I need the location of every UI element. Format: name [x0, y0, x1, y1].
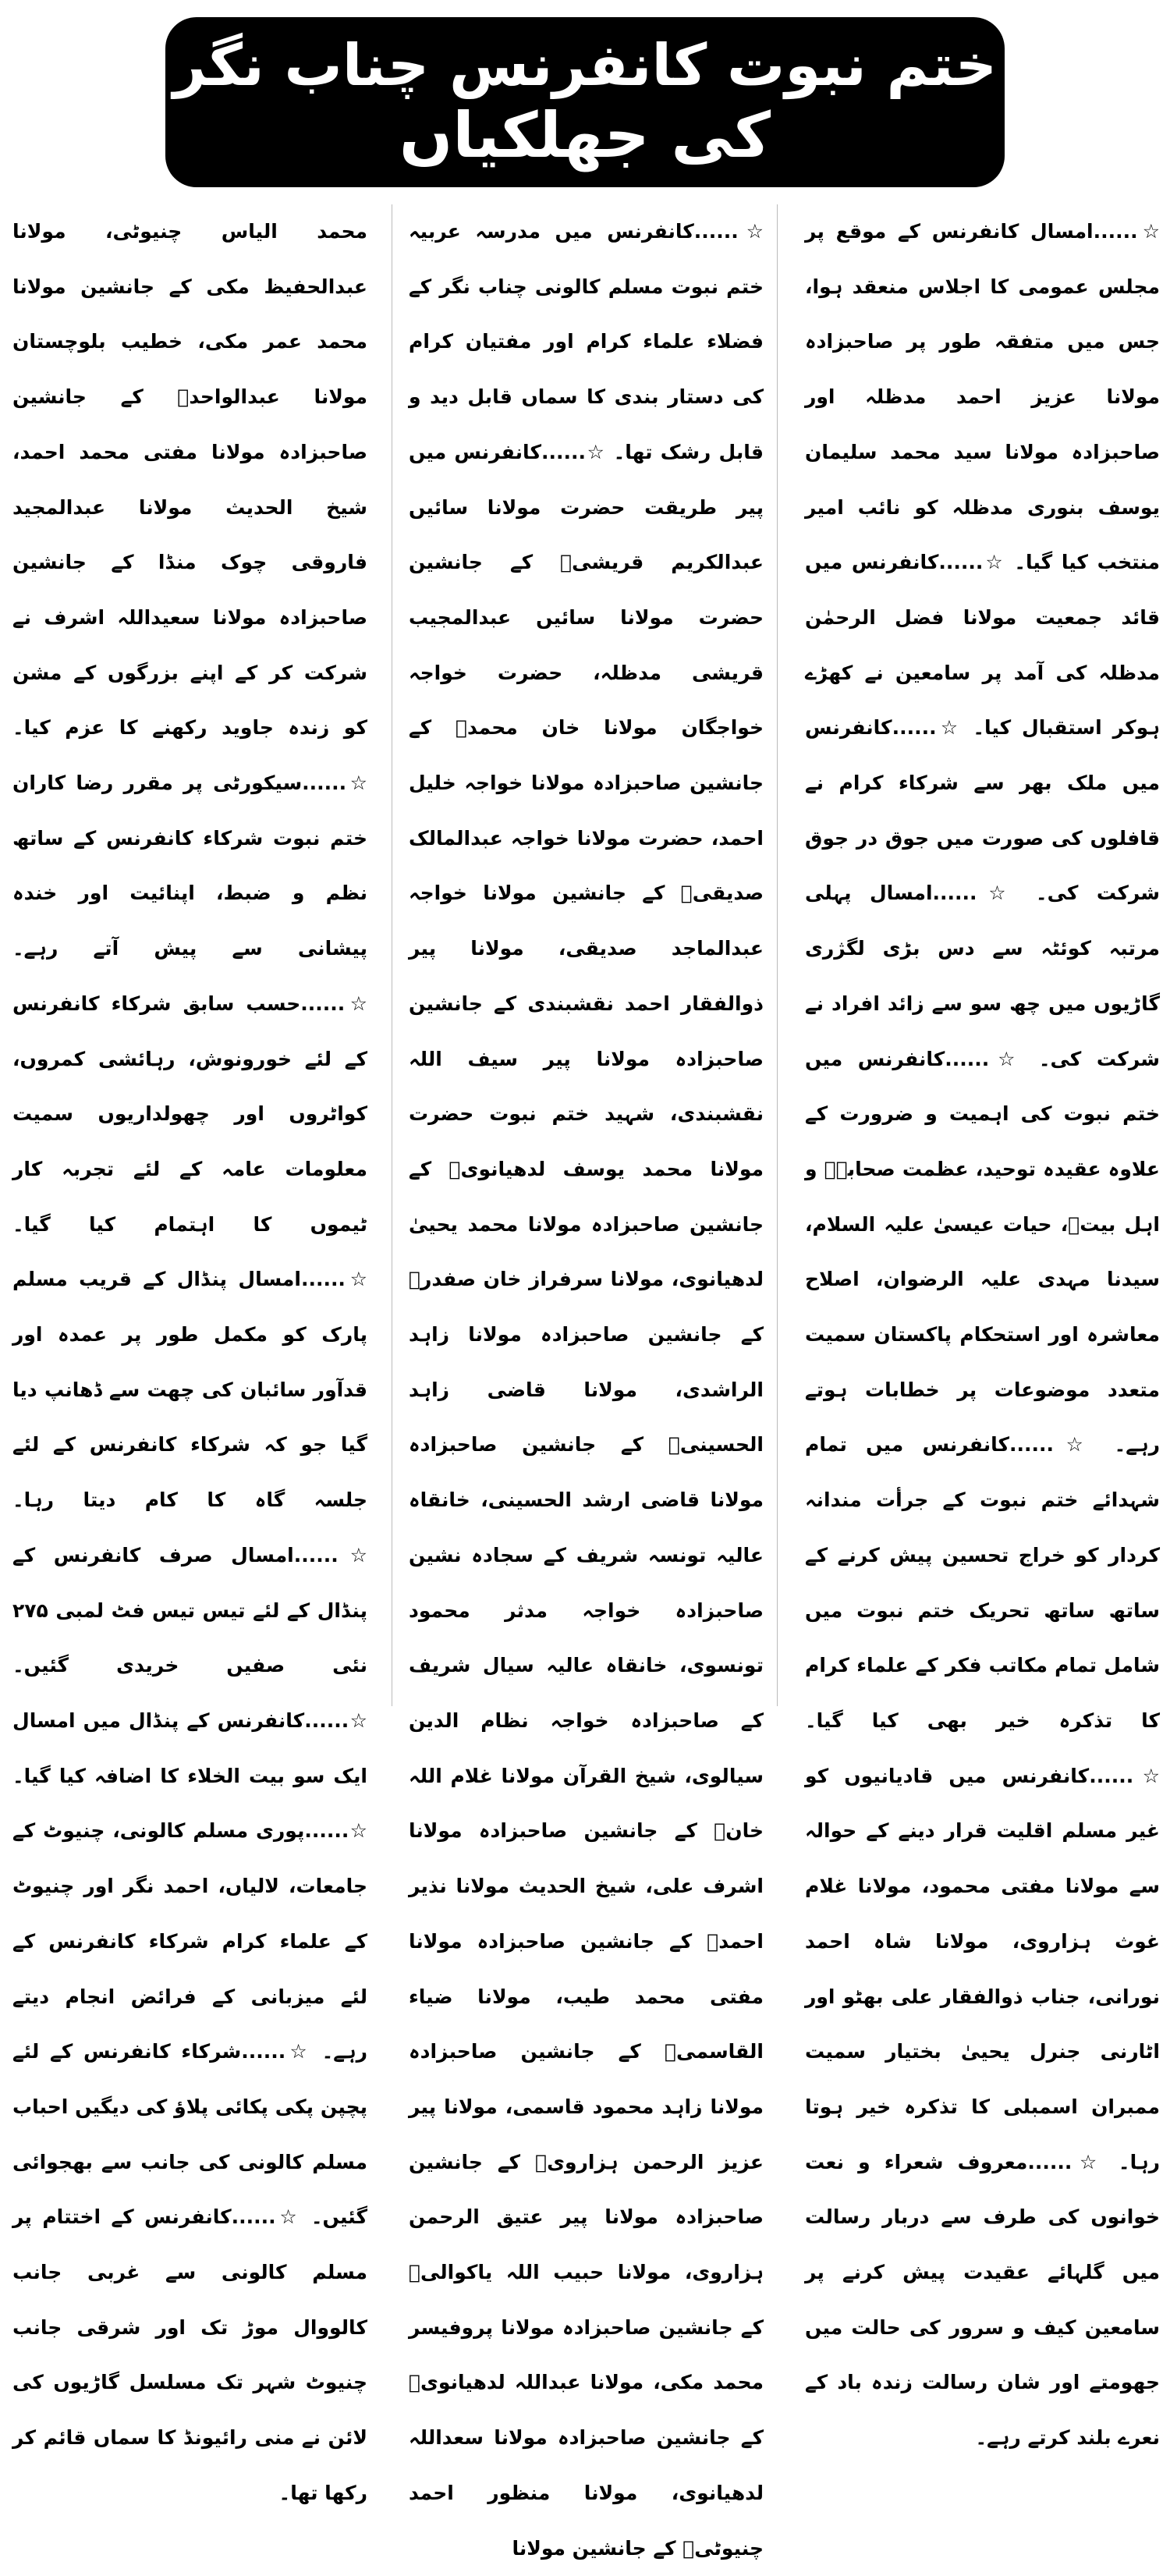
column-left-text: محمد الیاس چنیوٹی، مولانا عبدالحفیظ مکی کے جانشین مولانا محمد عمر مکی، خطیب بلوچستان مولانا عبدالواحدؒ کے جانشین صاحبزادہ مولانا مفتی محمد احمد، شیخ الحدیث مولانا عبدالمجید فاروقی چوک منڈا کے جانشین صاحبزادہ مولانا سعیداللہ اشرف نے شرکت کر کے اپنے بزرگوں کے مشن کو زندہ جاوید رکھنے کا عزم کیا۔ ☆......سیکورٹی پر مقرر رضا کاران ختم نبوت شرکاء کانفرنس کے ساتھ نظم و ضبط، اپنائیت اور خندہ پیشانی سے پیش آتے رہے۔ ☆......حسب سابق شرکاء کانفرنس کے لئے خورونوش، رہائشی کمروں، کواٹروں اور چھولداریوں سمیت معلومات عامہ کے لئے تجربہ کار ٹیموں کا اہتمام کیا گیا۔ ☆......امسال پنڈال کے قریب مسلم پارک کو مکمل طور پر عمدہ اور قدآور سائبان کی چھت سے ڈھانپ دیا گیا جو کہ شرکاء کانفرنس کے لئے جلسہ گاہ کا کام دیتا رہا۔ ☆......امسال صرف کانفرنس کے پنڈال کے لئے تیس تیس فٹ لمبی ۲۷۵ نئی صفیں خریدی گئیں۔ ☆......کانفرنس کے پنڈال میں امسال ایک سو بیت الخلاء کا اضافہ کیا گیا۔ ☆......پوری مسلم کالونی، چنیوٹ کے جامعات، لالیاں، احمد نگر اور چنیوٹ کے علماء کرام شرکاء کانفرنس کے لئے میزبانی کے فرائض انجام دیتے رہے۔ ☆......شرکاء کانفرنس کے لئے پچپن پکی پکائی پلاؤ کی دیگیں احباب مسلم کالونی کی جانب سے بھجوائی گئیں۔ ☆......کانفرنس کے اختتام پر مسلم کالونی سے غربی جانب کالووال موڑ تک اور شرقی جانب چنیوٹ شہر تک مسلسل گاڑیوں کی لائن نے منی رائیونڈ کا سماں قائم کر رکھا تھا۔ — [12, 220, 367, 2504]
article-columns — [0, 204, 1170, 2560]
article-column-right — [805, 204, 1160, 2450]
column-right-text: ☆......امسال کانفرنس کے موقع پر مجلس عمومی کا اجلاس منعقد ہوا، جس میں متفقہ طور پر صاحبزادہ مولانا عزیز احمد مدظلہ اور صاحبزادہ مولانا سید محمد سلیمان یوسف بنوری مدظلہ کو نائب امیر منتخب کیا گیا۔ ☆......کانفرنس میں قائد جمعیت مولانا فضل الرحمٰن مدظلہ کی آمد پر سامعین نے کھڑے ہوکر استقبال کیا۔ ☆......کانفرنس میں ملک بھر سے شرکاء کرام نے قافلوں کی صورت میں جوق در جوق شرکت کی۔ ☆......امسال پہلی مرتبہ کوئٹہ سے دس بڑی لگژری گاڑیوں میں چھ سو سے زائد افراد نے شرکت کی۔ ☆......کانفرنس میں ختم نبوت کی اہمیت و ضرورت کے علاوہ عقیدہ توحید، عظمت صحابہؓ و اہل بیتؓ، حیات عیسیٰ علیہ السلام، سیدنا مہدی علیہ الرضوان، اصلاح معاشرہ اور استحکام پاکستان سمیت متعدد موضوعات پر خطابات ہوتے رہے۔ ☆......کانفرنس میں تمام شہدائے ختم نبوت کے جرأت مندانہ کردار کو خراج تحسین پیش کرنے کے ساتھ ساتھ تحریک ختم نبوت میں شامل تمام مکاتب فکر کے علماء کرام کا تذکرہ خیر بھی کیا گیا۔ ☆......کانفرنس میں قادیانیوں کو غیر مسلم اقلیت قرار دینے کے حوالہ سے مولانا مفتی محمود، مولانا غلام غوث ہزاروی، مولانا شاہ احمد نورانی، جناب ذوالفقار علی بھٹو اور اٹارنی جنرل یحییٰ بختیار سمیت ممبران اسمبلی کا تذکرہ خیر ہوتا رہا۔ ☆......معروف شعراء و نعت خوانوں کی طرف سے دربار رسالت میں گلہائے عقیدت پیش کرنے پر سامعین کیف و سرور کی حالت میں جھومتے اور شان رسالت زندہ باد کے نعرے بلند کرتے رہے۔ — [805, 220, 1160, 2450]
column-middle-text: ☆......کانفرنس میں مدرسہ عربیہ ختم نبوت مسلم کالونی چناب نگر کے فضلاء علماء کرام اور مفتیان کرام کی دستار بندی کا سماں قابل دید و قابل رشک تھا۔ ☆......کانفرنس میں پیر طریقت حضرت مولانا سائیں عبدالکریم قریشیؒ کے جانشین حضرت مولانا سائیں عبدالمجیب قریشی مدظلہ، حضرت خواجہ خواجگان مولانا خان محمدؒ کے جانشین صاحبزادہ مولانا خواجہ خلیل احمد، حضرت مولانا خواجہ عبدالمالک صدیقیؒ کے جانشین مولانا خواجہ عبدالماجد صدیقی، مولانا پیر ذوالفقار احمد نقشبندی کے جانشین صاحبزادہ مولانا پیر سیف اللہ نقشبندی، شہید ختم نبوت حضرت مولانا محمد یوسف لدھیانویؒ کے جانشین صاحبزادہ مولانا محمد یحییٰ لدھیانوی، مولانا سرفراز خان صفدرؒ کے جانشین صاحبزادہ مولانا زاہد الراشدی، مولانا قاضی زاہد الحسینیؒ کے جانشین صاحبزادہ مولانا قاضی ارشد الحسینی، خانقاہ عالیہ تونسہ شریف کے سجادہ نشین صاحبزادہ خواجہ مدثر محمود تونسوی، خانقاہ عالیہ سیال شریف کے صاحبزادہ خواجہ نظام الدین سیالوی، شیخ القرآن مولانا غلام اللہ خانؒ کے جانشین صاحبزادہ مولانا اشرف علی، شیخ الحدیث مولانا نذیر احمدؒ کے جانشین صاحبزادہ مولانا مفتی محمد طیب، مولانا ضیاء القاسمیؒ کے جانشین صاحبزادہ مولانا زاہد محمود قاسمی، مولانا پیر عزیز الرحمن ہزارویؒ کے جانشین صاحبزادہ مولانا پیر عتیق الرحمن ہزاروی، مولانا حبیب اللہ یاکوالیؒ کے جانشین صاحبزادہ مولانا پروفیسر محمد مکی، مولانا عبداللہ لدھیانویؒ کے جانشین صاحبزادہ مولانا سعداللہ لدھیانوی، مولانا منظور احمد چنیوٹیؒ کے جانشین مولانا — [409, 220, 764, 2560]
headline-title-line2: کی جھلکیاں — [399, 98, 771, 172]
headline-banner — [165, 17, 1005, 187]
article-column-middle — [409, 204, 764, 2560]
article-column-left — [12, 204, 367, 2504]
headline-title: ختم نبوت کانفرنس چناب نگر — [172, 32, 998, 100]
